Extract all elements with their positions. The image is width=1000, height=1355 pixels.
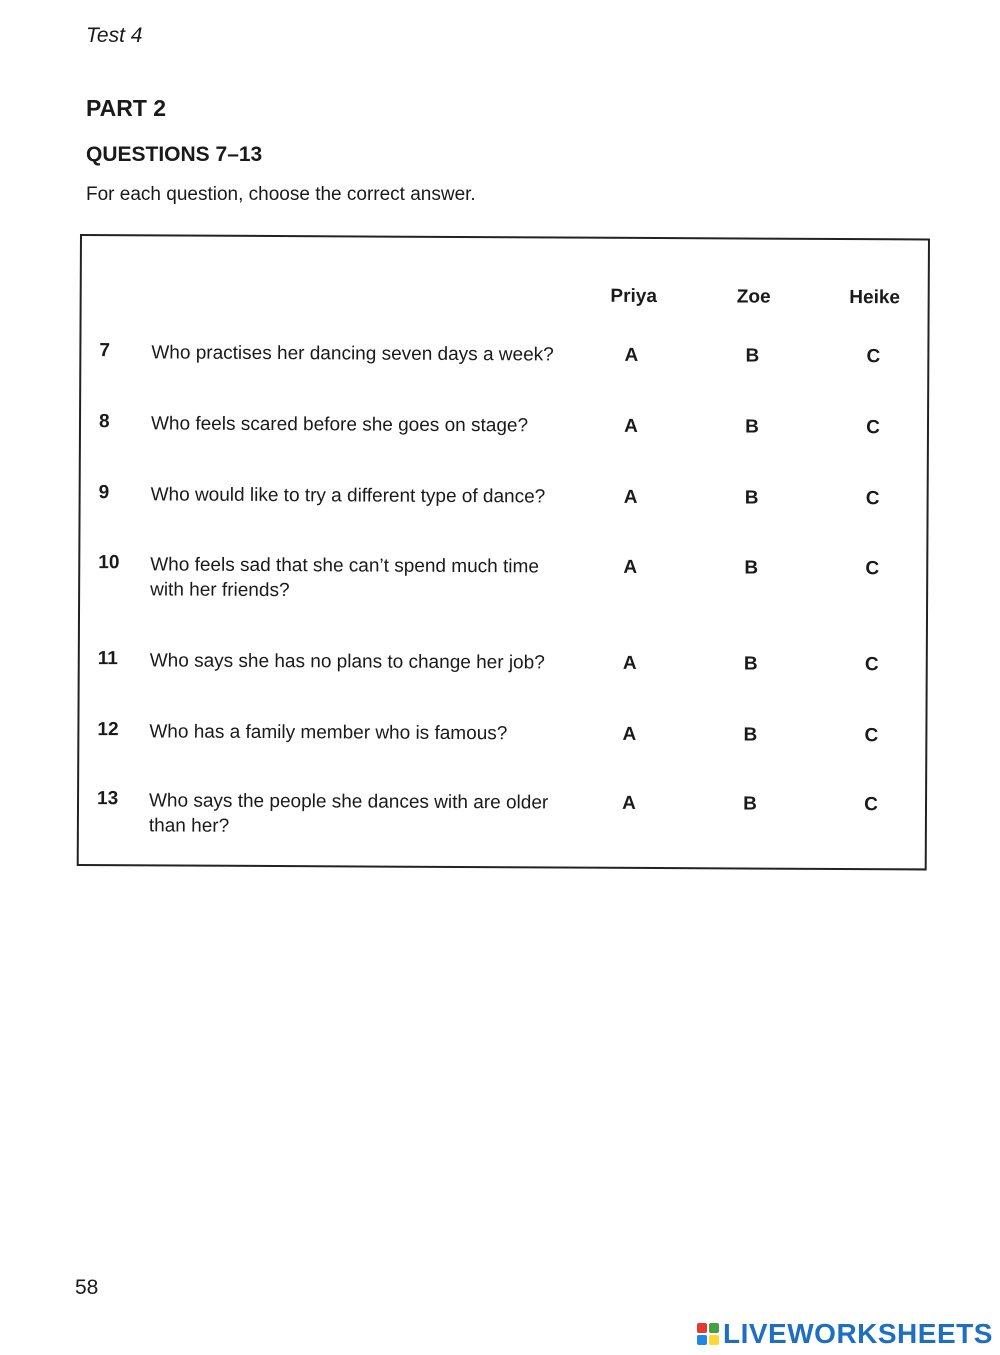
option-a[interactable]: A (624, 344, 639, 366)
logo-square (709, 1335, 719, 1345)
question-text: Who feels scared before she goes on stage? (150, 413, 529, 437)
option-b[interactable]: B (744, 487, 759, 509)
option-c[interactable]: C (865, 488, 880, 510)
column-header-zoe: Zoe (736, 286, 771, 308)
column-header-priya: Priya (610, 285, 657, 308)
question-row (81, 340, 927, 404)
question-row (79, 788, 925, 852)
brand-name: LIVEWORKSHEETS (723, 1318, 993, 1349)
option-b[interactable]: B (743, 724, 758, 746)
option-a[interactable]: A (623, 486, 638, 508)
test-label: Test 4 (86, 24, 143, 47)
question-text: Who says the people she dances with are older than her? (148, 790, 549, 837)
option-b[interactable]: B (744, 557, 759, 579)
question-number: 12 (97, 719, 119, 741)
option-b[interactable]: B (743, 793, 757, 815)
option-b[interactable]: B (745, 416, 759, 438)
liveworksheets-logo-icon (697, 1323, 719, 1345)
option-a[interactable]: A (623, 556, 638, 578)
question-number: 10 (98, 552, 120, 574)
question-text: Who feels sad that she can’t spend much time with her friends? (150, 554, 539, 602)
logo-square (709, 1323, 719, 1333)
option-c[interactable]: C (866, 417, 880, 439)
question-text: Who has a family member who is famous? (149, 721, 508, 745)
question-number: 8 (98, 411, 110, 433)
logo-square (697, 1323, 707, 1333)
question-row (81, 411, 927, 475)
question-row (79, 719, 925, 783)
logo-square (697, 1335, 707, 1345)
option-b[interactable]: B (745, 345, 760, 367)
question-text: Who says she has no plans to change her job? (149, 650, 545, 674)
option-b[interactable]: B (743, 653, 758, 675)
option-a[interactable]: A (622, 792, 636, 814)
question-number: 9 (98, 482, 110, 504)
option-c[interactable]: C (865, 558, 880, 580)
part-title: PART 2 (86, 95, 167, 121)
option-a[interactable]: A (622, 652, 637, 674)
option-c[interactable]: C (866, 346, 881, 368)
question-text: Who practises her dancing seven days a week? (151, 342, 554, 366)
option-c[interactable]: C (864, 794, 878, 816)
option-a[interactable]: A (624, 415, 638, 437)
question-number: 7 (99, 340, 111, 362)
question-row (80, 552, 926, 616)
question-number: 13 (96, 788, 119, 810)
instructions: For each question, choose the correct answer. (86, 184, 476, 205)
page-number: 58 (75, 1276, 99, 1299)
question-row (80, 482, 926, 546)
option-c[interactable]: C (864, 725, 879, 747)
question-row (80, 648, 926, 712)
questions-title: QUESTIONS 7–13 (86, 143, 263, 166)
question-text: Who would like to try a different type of dance? (150, 484, 546, 508)
question-table (77, 234, 930, 870)
option-a[interactable]: A (622, 723, 637, 745)
column-header-heike: Heike (849, 287, 901, 309)
option-c[interactable]: C (864, 654, 879, 676)
question-number: 11 (97, 648, 118, 670)
liveworksheets-brand (697, 1318, 993, 1350)
